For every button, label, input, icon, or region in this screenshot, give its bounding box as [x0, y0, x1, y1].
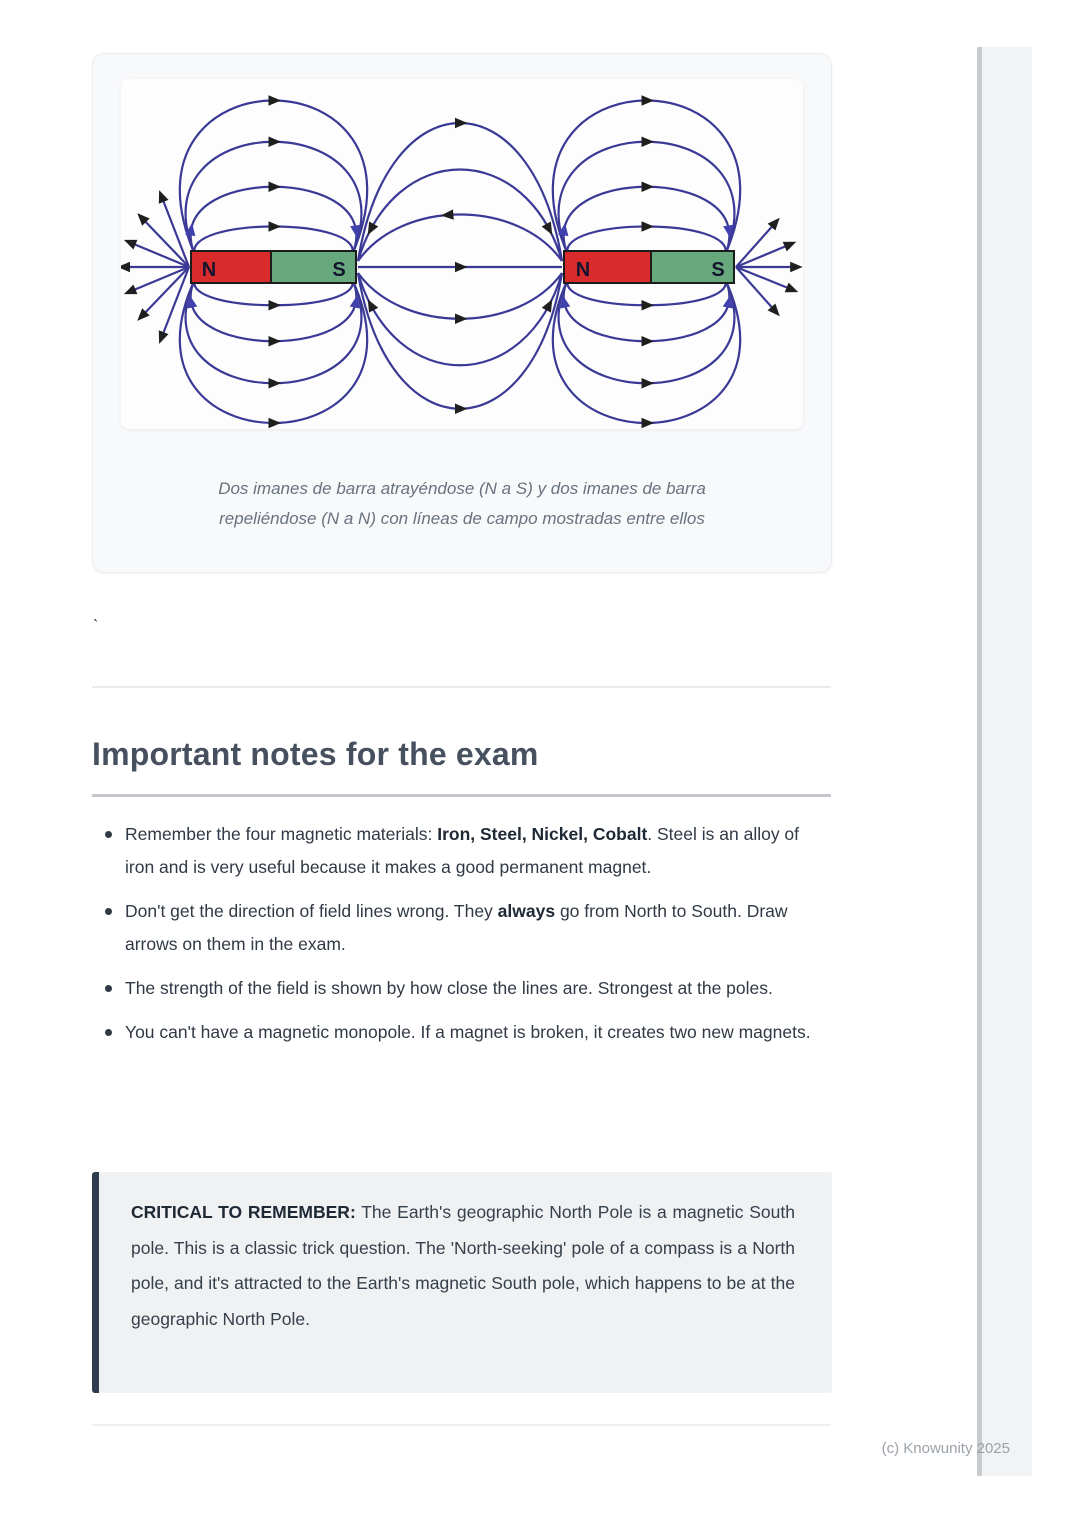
- list-item: [92, 972, 832, 1005]
- magnet-field-diagram: [121, 79, 803, 429]
- list-item-text: Remember the four magnetic materials:: [125, 824, 438, 844]
- list-item: [92, 895, 832, 961]
- svg-text:N: N: [575, 259, 591, 281]
- bullet-icon: [105, 1029, 112, 1036]
- svg-text:S: S: [332, 259, 346, 281]
- scrollbar[interactable]: [977, 47, 1032, 1476]
- list-item-text: The strength of the field is shown by how close the lines are. Strongest at the poles.: [125, 978, 773, 998]
- figure-caption-line2: repeliéndose (N a N) con líneas de campo mostradas entre ellos: [219, 509, 705, 528]
- exam-notes-list: [92, 818, 832, 1060]
- heading-underline: [92, 794, 831, 797]
- figure-caption: [93, 474, 831, 534]
- divider-bottom: [92, 1424, 831, 1426]
- figure-caption-line1: Dos imanes de barra atrayéndose (N a S) y dos imanes de barra: [218, 479, 706, 498]
- copyright-text: (c) Knowunity 2025: [881, 1440, 1010, 1457]
- list-item-text: Don't get the direction of field lines wrong. They: [125, 901, 498, 921]
- list-item: [92, 1016, 832, 1049]
- callout-label: CRITICAL TO REMEMBER:: [131, 1202, 356, 1222]
- list-item-text: You can't have a magnetic monopole. If a magnet is broken, it creates two new magnets.: [125, 1022, 811, 1042]
- divider-top: [92, 686, 831, 688]
- list-item-text: . Steel is an alloy of iron and is very useful because it makes a good permanent magnet.: [125, 824, 800, 877]
- figure-card: [92, 53, 832, 573]
- list-item-bold-text: Iron, Steel, Nickel, Cobalt: [437, 824, 648, 844]
- svg-text:N: N: [201, 259, 217, 281]
- bullet-icon: [105, 908, 112, 915]
- critical-callout-box: [92, 1172, 832, 1393]
- figure-canvas: [121, 79, 803, 429]
- bullet-icon: [105, 831, 112, 838]
- list-item-bold-text: always: [497, 901, 556, 921]
- list-item: [92, 818, 832, 884]
- stray-backtick-text: `: [93, 618, 99, 635]
- list-item-text: go from North to South. Draw arrows on them in the exam.: [125, 901, 788, 954]
- bullet-icon: [105, 985, 112, 992]
- page-title: Important notes for the exam: [92, 736, 539, 772]
- callout-text: The Earth's geographic North Pole is a magnetic South pole. This is a classic trick question. The 'North-seeking' pole of a compass is a North pole, and it's attracted to the Earth's magnetic South pole, which happens to be at the geographic North Pole.: [131, 1202, 795, 1329]
- svg-text:S: S: [711, 259, 725, 281]
